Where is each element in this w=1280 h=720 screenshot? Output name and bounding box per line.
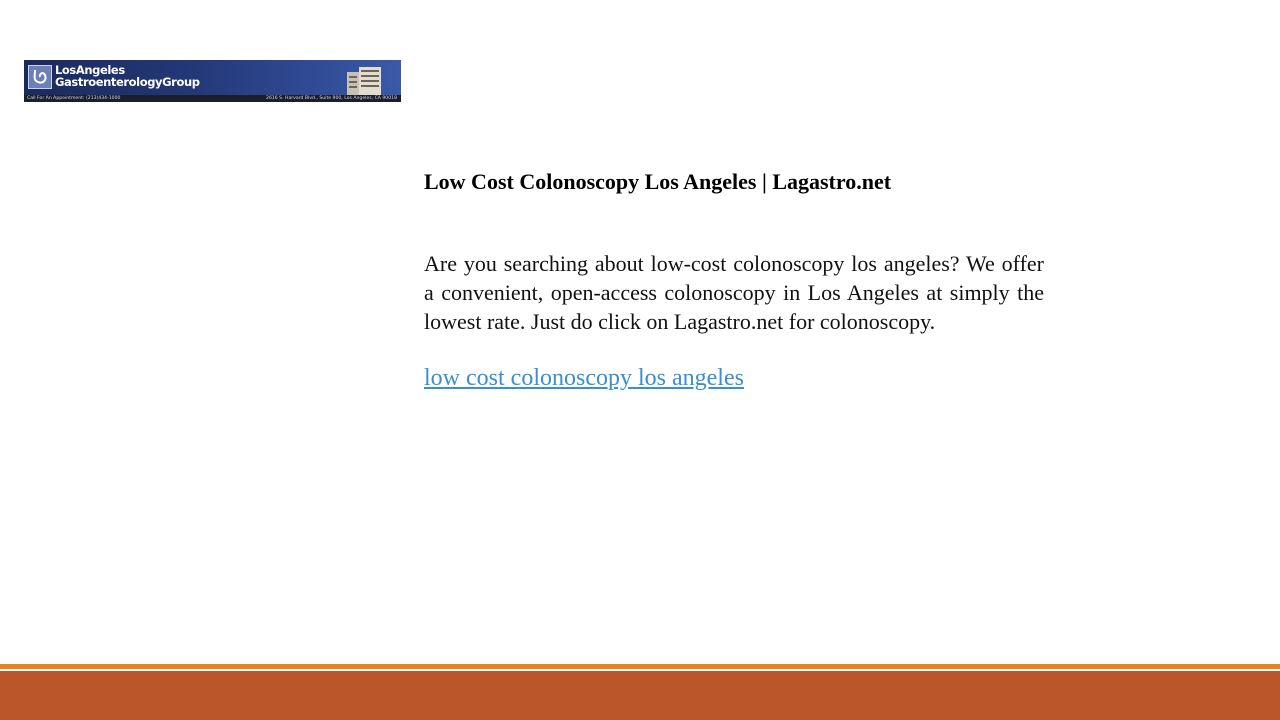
- logo-line-2: GastroenterologyGroup: [55, 75, 200, 89]
- description-paragraph: Are you searching about low-cost colonoscopy los angeles? We offer a convenient, open-access colonoscopy in Los Angeles at simply the lowest rate. Just do click on Lagastro.net for colonoscopy.: [424, 251, 1044, 334]
- logo-line-1: LosAngeles: [55, 63, 125, 77]
- building-icon: [345, 64, 385, 95]
- footer-accent-line: [0, 664, 1280, 669]
- logo-phone-text: Call For An Appointment: (213)434-1000: [27, 96, 121, 101]
- stomach-logo-icon: [28, 65, 52, 89]
- colonoscopy-link[interactable]: low cost colonoscopy los angeles: [424, 365, 744, 391]
- footer-bar: [0, 671, 1280, 720]
- clinic-logo-banner: [24, 60, 401, 102]
- logo-wordmark: [55, 64, 200, 88]
- page-title: Low Cost Colonoscopy Los Angeles | Lagastro.net: [424, 169, 892, 194]
- logo-address-text: 2616 S. Harvard Blvd., Suite 900, Los Angeles, CA 90018: [266, 96, 397, 101]
- main-content: [424, 166, 1044, 393]
